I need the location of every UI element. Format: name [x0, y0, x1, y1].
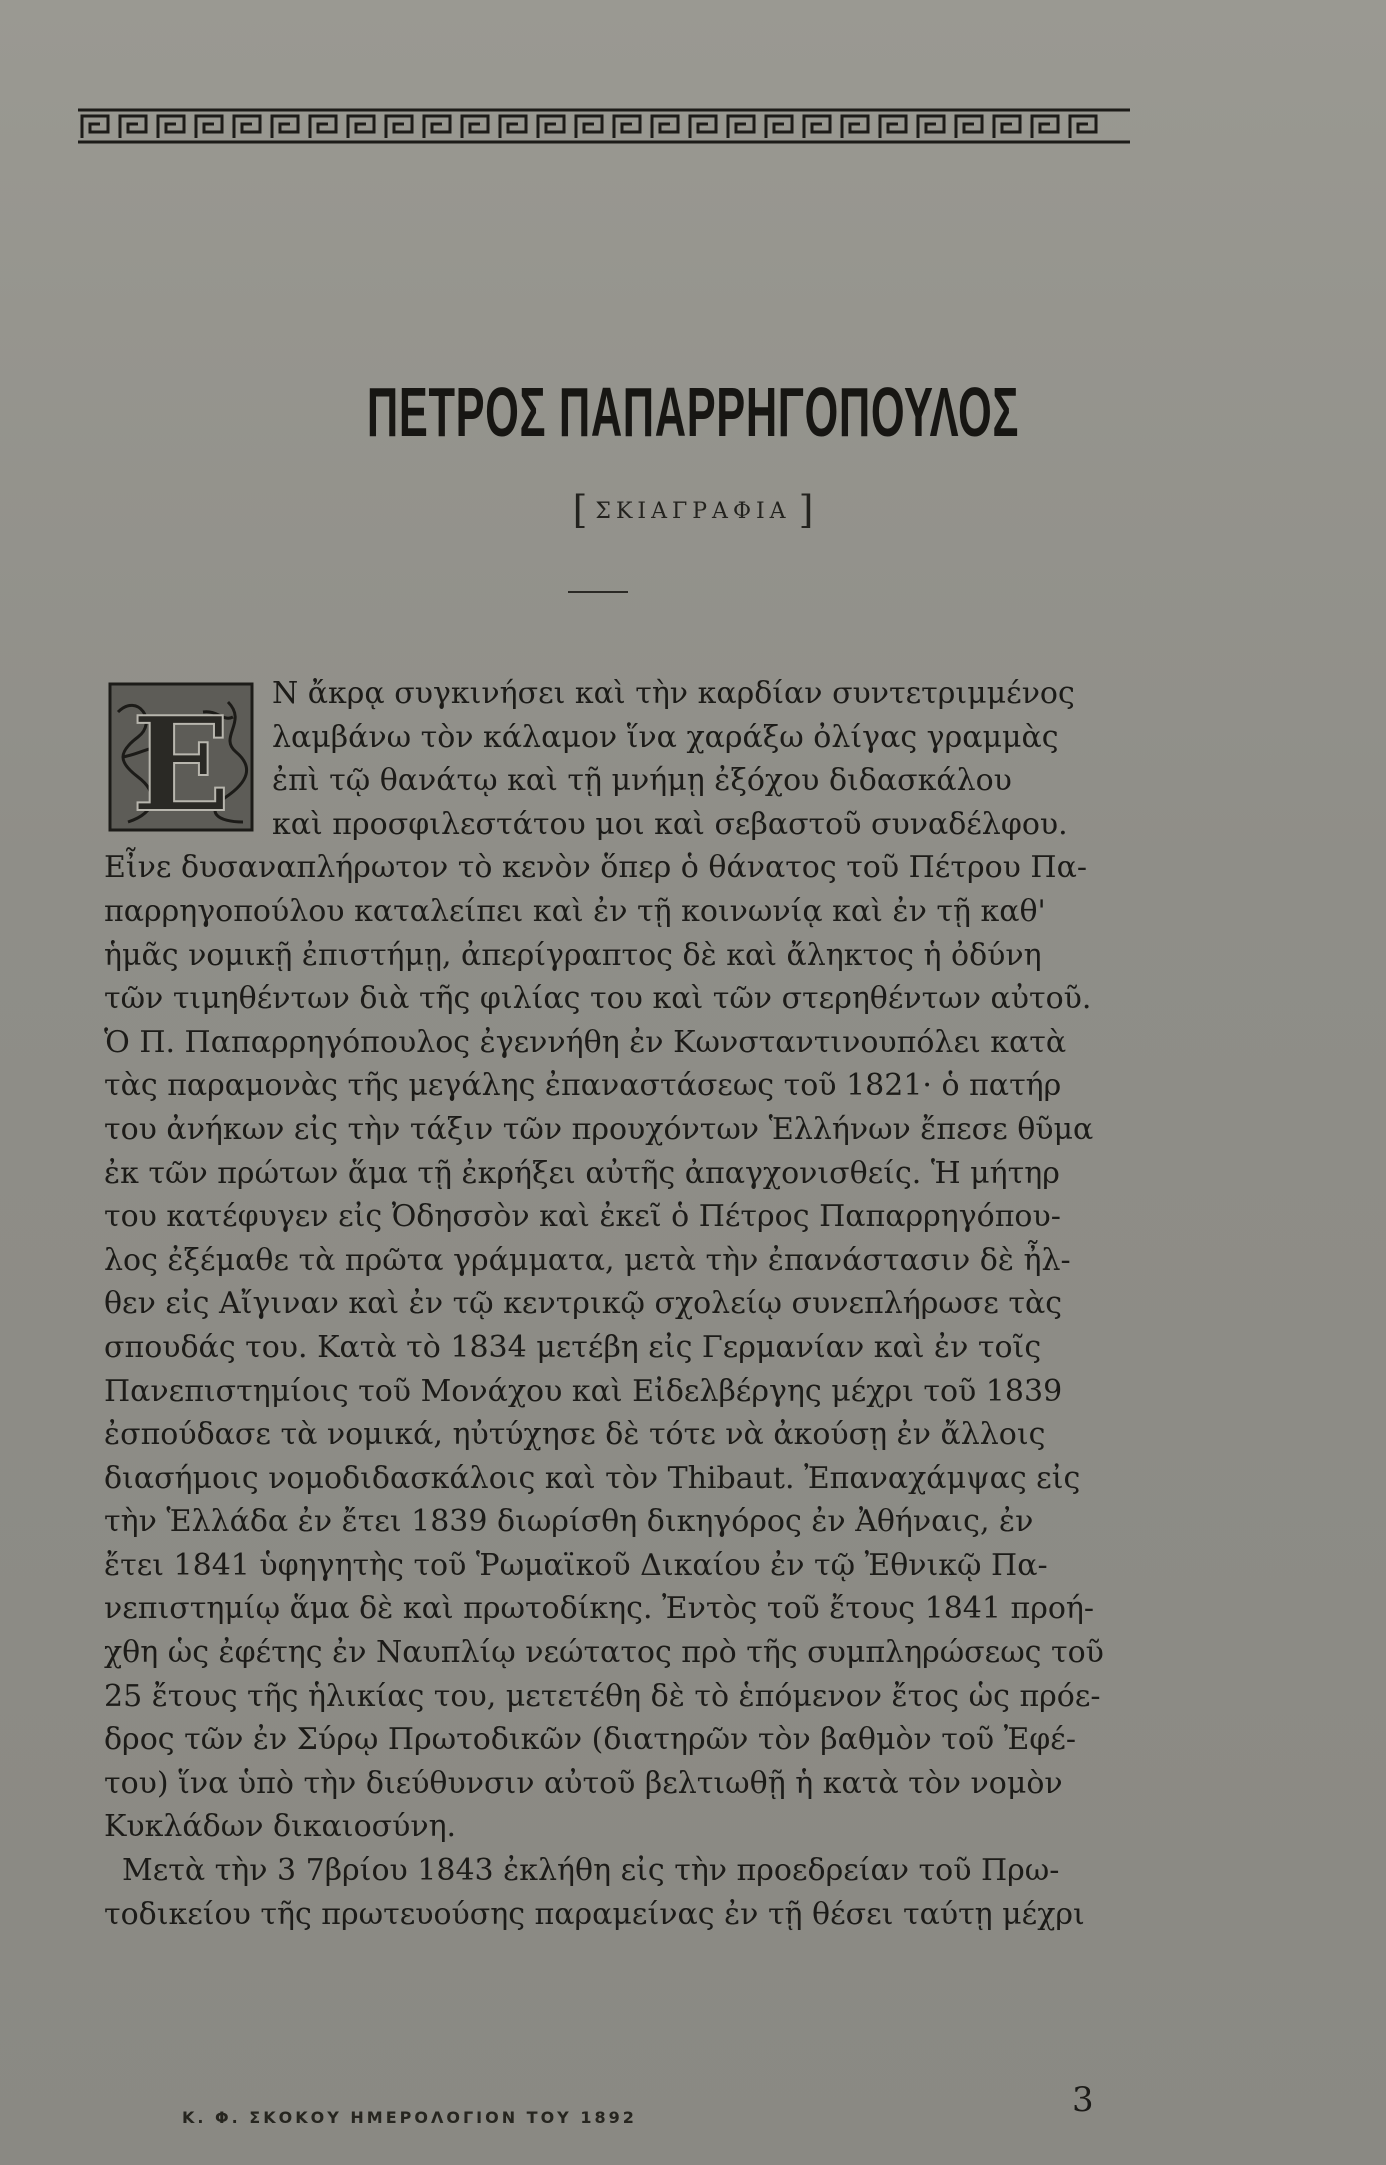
text-line: ἔτει 1841 ὑφηγητὴς τοῦ Ῥωμαϊκοῦ Δικαίου ἐν τῷ Ἐθνικῷ Πα-: [104, 1547, 1048, 1583]
text-line: σπουδάς του. Κατὰ τὸ 1834 μετέβη εἰς Γερμανίαν καὶ ἐν τοῖς: [104, 1329, 1042, 1365]
text-line: δρος τῶν ἐν Σύρῳ Πρωτοδικῶν (διατηρῶν τὸν βαθμὸν τοῦ Ἐφέ-: [104, 1722, 1076, 1758]
text-line: του) ἵνα ὑπὸ τὴν διεύθυνσιν αὐτοῦ βελτιωθῇ ἡ κατὰ τὸν νομὸν: [104, 1765, 1063, 1801]
subtitle-open-bracket: [: [572, 488, 588, 532]
text-line: Εἶνε δυσαναπλήρωτον τὸ κενὸν ὅπερ ὁ θάνατος τοῦ Πέτρου Πα-: [104, 850, 1087, 886]
page-number: 3: [1072, 2080, 1094, 2120]
drop-cap-letter: Ε: [131, 688, 231, 832]
text-line: λος ἐξέμαθε τὰ πρῶτα γράμματα, μετὰ τὴν ἐπανάστασιν δὲ ἦλ-: [104, 1242, 1071, 1278]
page-footer: [120, 2080, 1170, 2128]
text-line: Ὁ Π. Παπαρρηγόπουλος ἐγεννήθη ἐν Κωνσταντινουπόλει κατὰ: [104, 1024, 1067, 1060]
text-line: ἡμᾶς νομικῇ ἐπιστήμῃ, ἀπερίγραπτος δὲ καὶ ἄληκτος ἡ ὀδύνη: [104, 937, 1042, 973]
text-line: διασήμοις νομοδιδασκάλοις καὶ τὸν Thibaut. Ἐπαναχάμψας εἰς: [104, 1460, 1081, 1496]
text-line: τὴν Ἑλλάδα ἐν ἔτει 1839 διωρίσθη δικηγόρος ἐν Ἀθήναις, ἐν: [104, 1504, 1034, 1540]
article-subtitle: [0, 488, 1386, 532]
text-line: παρρηγοπούλου καταλείπει καὶ ἐν τῇ κοινωνίᾳ καὶ ἐν τῇ καθ': [104, 893, 1046, 929]
running-head: Κ. Φ. ΣΚΟΚΟΥ ΗΜΕΡΟΛΟΓΙΟΝ ΤΟΥ 1892: [182, 2108, 637, 2127]
article-body: [104, 672, 1172, 1936]
text-line: τὰς παραμονὰς τῆς μεγάλης ἐπαναστάσεως τοῦ 1821· ὁ πατήρ: [104, 1068, 1062, 1104]
subtitle-text: ΣΚΙΑΓΡΑΦΙΑ: [595, 499, 791, 524]
text-line: καὶ προσφιλεστάτου μοι καὶ σεβαστοῦ συναδέλφου.: [272, 806, 1068, 842]
section-divider: [568, 591, 628, 593]
text-line: λαμβάνω τὸν κάλαμον ἵνα χαράξω ὀλίγας γραμμὰς: [272, 719, 1059, 755]
text-line: Πανεπιστημίοις τοῦ Μονάχου καὶ Εἰδελβέργης μέχρι τοῦ 1839: [104, 1373, 1063, 1409]
text-line: Ν ἄκρᾳ συγκινήσει καὶ τὴν καρδίαν συντετριμμένος: [272, 676, 1075, 711]
article-title: ΠΕΤΡΟΣ ΠΑΠΑΡΡΗΓΟΠΟΥΛΟΣ: [366, 373, 1020, 451]
subtitle-close-bracket: ]: [798, 488, 814, 532]
text-line: χθη ὡς ἐφέτης ἐν Ναυπλίῳ νεώτατος πρὸ τῆς συμπληρώσεως τοῦ: [104, 1635, 1104, 1671]
greek-key-border: [78, 108, 1130, 144]
text-line: ἐκ τῶν πρώτων ἅμα τῇ ἐκρήξει αὐτῆς ἀπαγχονισθείς. Ἡ μήτηρ: [104, 1155, 1060, 1191]
text-line: τοδικείου τῆς πρωτευούσης παραμείνας ἐν τῇ θέσει ταύτῃ μέχρι: [104, 1896, 1085, 1932]
text-line: ἐσπούδασε τὰ νομικά, ηὐτύχησε δὲ τότε νὰ ἀκούσῃ ἐν ἄλλοις: [104, 1417, 1046, 1453]
text-line: θεν εἰς Αἴγιναν καὶ ἐν τῷ κεντρικῷ σχολείῳ συνεπλήρωσε τὰς: [104, 1286, 1063, 1322]
text-line: του ἀνήκων εἰς τὴν τάξιν τῶν προυχόντων Ἑλλήνων ἔπεσε θῦμα: [104, 1111, 1094, 1147]
text-line: τῶν τιμηθέντων διὰ τῆς φιλίας του καὶ τῶν στερηθέντων αὐτοῦ.: [104, 981, 1092, 1017]
text-line: νεπιστημίῳ ἅμα δὲ καὶ πρωτοδίκης. Ἐντὸς τοῦ ἔτους 1841 προή-: [104, 1591, 1095, 1627]
text-line: Μετὰ τὴν 3 7βρίου 1843 ἐκλήθη εἰς τὴν προεδρείαν τοῦ Πρω-: [122, 1853, 1060, 1889]
text-line: του κατέφυγεν εἰς Ὀδησσὸν καὶ ἐκεῖ ὁ Πέτρος Παπαρρηγόπου-: [104, 1199, 1061, 1235]
text-line: ἐπὶ τῷ θανάτῳ καὶ τῇ μνήμῃ ἐξόχου διδασκάλου: [272, 763, 1012, 799]
text-line: Κυκλάδων δικαιοσύνη.: [104, 1809, 457, 1845]
text-line: 25 ἔτους τῆς ἡλικίας του, μετετέθη δὲ τὸ ἑπόμενον ἔτος ὡς πρόε-: [104, 1678, 1101, 1714]
